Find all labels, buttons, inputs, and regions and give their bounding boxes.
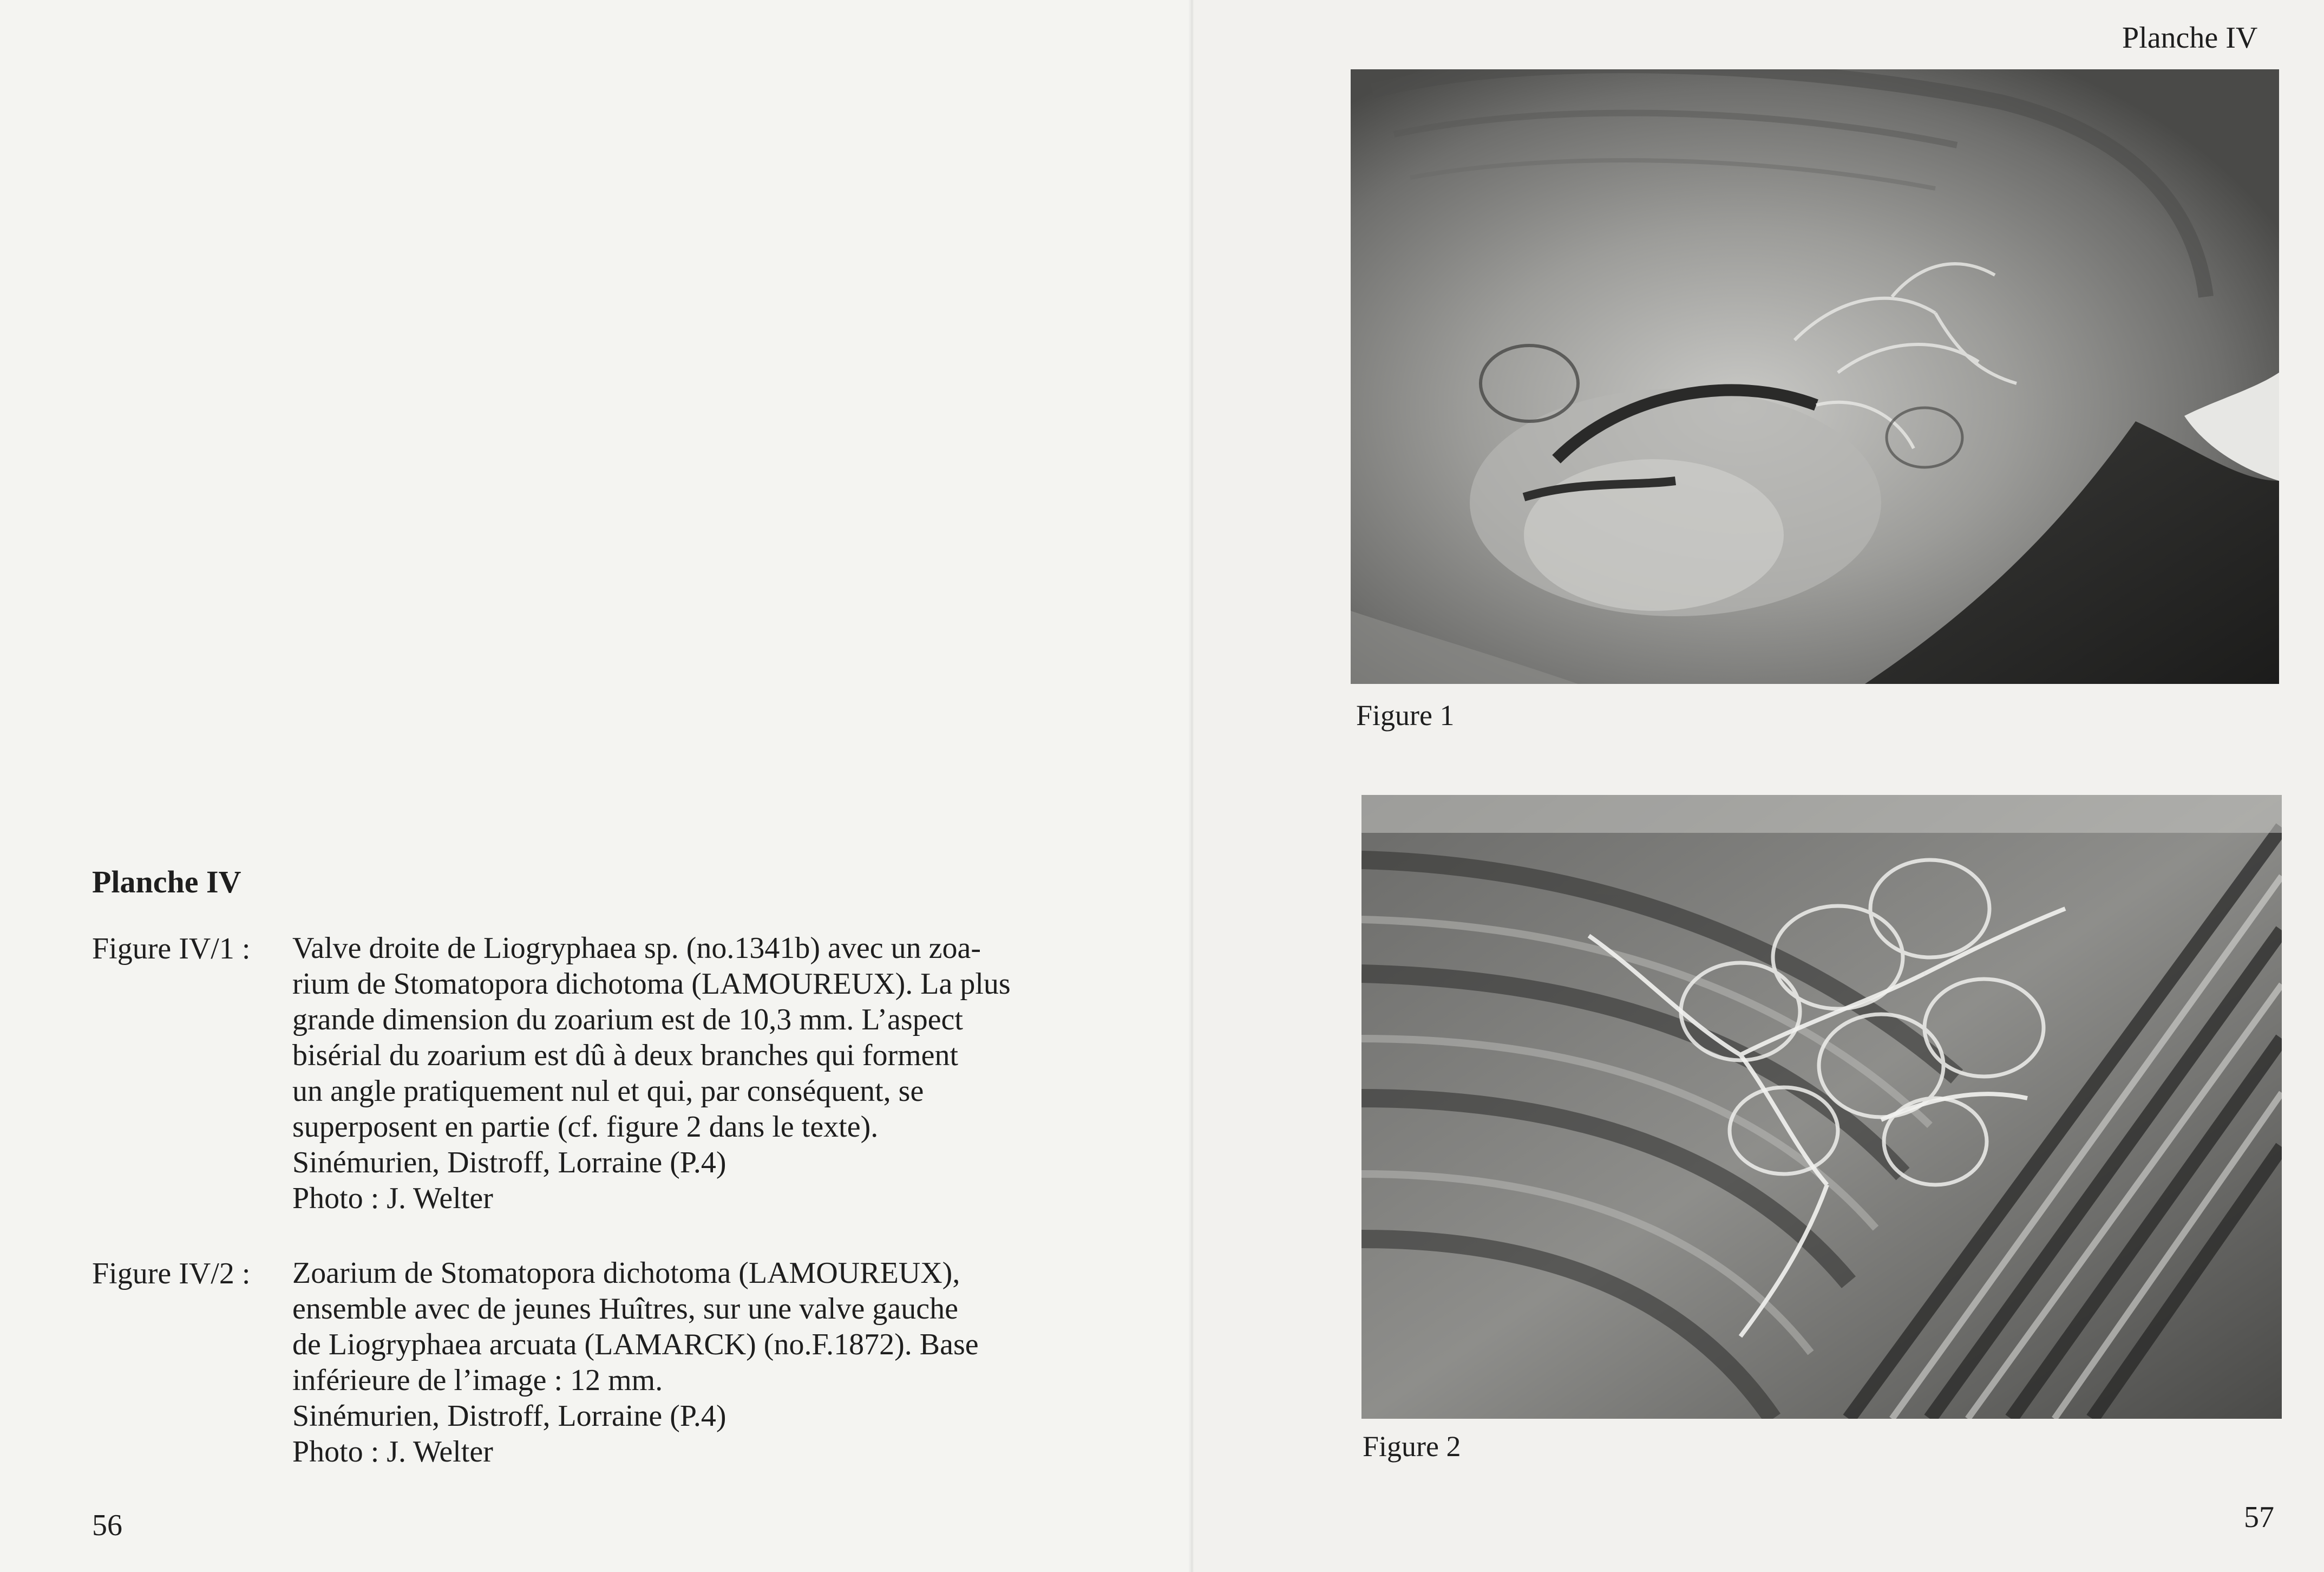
figure-iv1-line: un angle pratiquement nul et qui, par conséquent, se [292, 1074, 924, 1108]
figure-iv1-line: superposent en partie (cf. figure 2 dans le texte). [292, 1110, 879, 1144]
figure-iv1-locality: Sinémurien, Distroff, Lorraine (P.4) [292, 1146, 726, 1179]
figure-iv1-line: Valve droite de Liogryphaea sp. (no.1341b) avec un zoa- [292, 931, 981, 965]
figure-1-caption: Figure 1 [1356, 699, 1455, 732]
figure-iv1-line: grande dimension du zoarium est de 10,3 mm. L’aspect [292, 1003, 963, 1036]
right-page [1194, 0, 2324, 1572]
figure-iv2-line: Zoarium de Stomatopora dichotoma (LAMOUREUX), [292, 1256, 960, 1290]
figure-iv2-label: Figure IV/2 : [92, 1257, 251, 1290]
figure-2-caption: Figure 2 [1363, 1430, 1461, 1463]
figure-iv1-description [292, 930, 1213, 1216]
figure-1-photo [1351, 69, 2279, 684]
figure-iv2-credit: Photo : J. Welter [292, 1435, 493, 1469]
figure-iv2-line: inférieure de l’image : 12 mm. [292, 1364, 663, 1397]
figure-iv2-locality: Sinémurien, Distroff, Lorraine (P.4) [292, 1399, 726, 1433]
figure-iv2-description [292, 1255, 1213, 1470]
figure-iv1-line: bisérial du zoarium est dû à deux branches qui forment [292, 1039, 959, 1072]
figure-iv2-line: de Liogryphaea arcuata (LAMARCK) (no.F.1872). Base [292, 1328, 979, 1361]
figure-iv2-line: ensemble avec de jeunes Huîtres, sur une valve gauche [292, 1292, 958, 1326]
running-header: Planche IV [2122, 21, 2258, 55]
figure-iv1-label: Figure IV/1 : [92, 932, 251, 966]
page-number-right: 57 [2244, 1501, 2274, 1534]
plate-heading: Planche IV [92, 864, 241, 899]
figure-2-image [1361, 795, 2282, 1419]
figure-1-image [1351, 69, 2279, 684]
page-number-left: 56 [92, 1509, 122, 1542]
figure-2-photo [1361, 795, 2282, 1419]
figure-iv1-credit: Photo : J. Welter [292, 1182, 493, 1215]
figure-iv1-line: rium de Stomatopora dichotoma (LAMOUREUX). La plus [292, 967, 1011, 1001]
